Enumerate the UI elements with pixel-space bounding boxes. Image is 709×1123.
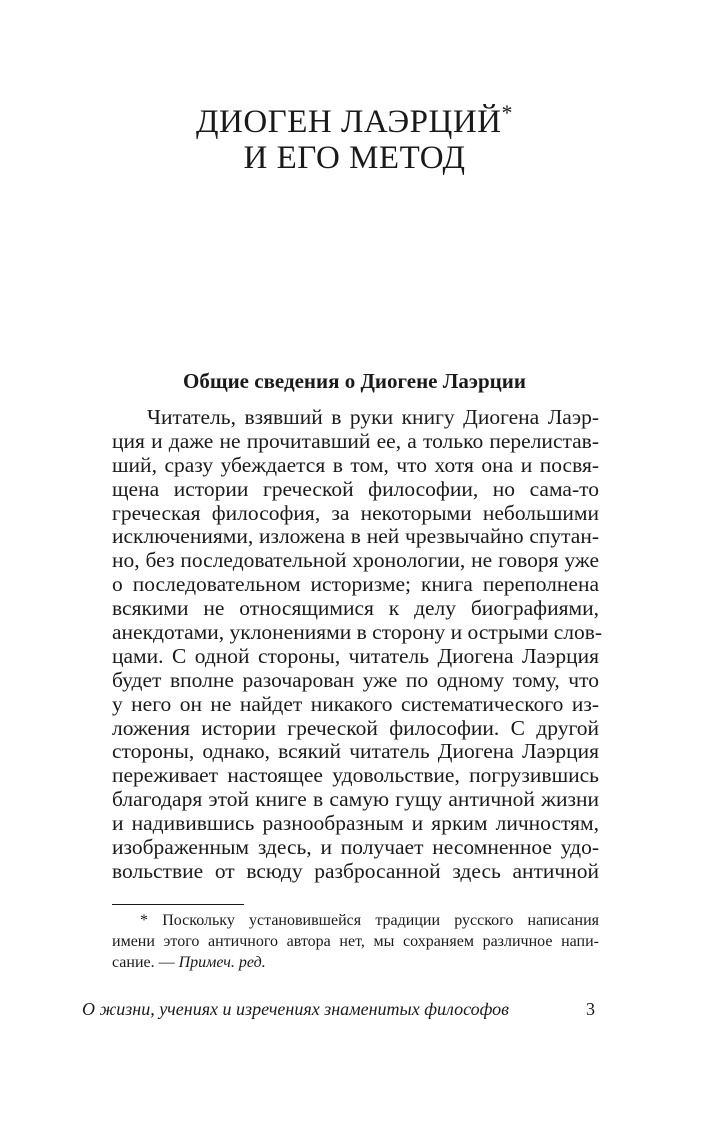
body-line: исключениями, изложена в ней чрезвычайно спутан- (112, 524, 599, 549)
body-line: ция и даже не прочитавший ее, а только перелистав- (112, 428, 599, 453)
footnote-line-2: имени этого античного автора нет, мы сохраняем различное напи- (112, 933, 599, 950)
body-line: щена истории греческой философии, но сама-то (112, 476, 599, 501)
chapter-title-line-2: И ЕГО МЕТОД (243, 140, 466, 176)
body-line: ший, сразу убеждается в том, что хотя она и посвя- (112, 452, 599, 477)
body-line: изображенным здесь, и получает несомненное удо- (112, 835, 599, 860)
body-line: у него он не найдет никакого систематического из- (112, 691, 599, 716)
body-line: цами. С одной стороны, читатель Диогена Лаэрция (112, 643, 599, 668)
running-footer (82, 998, 595, 1020)
body-line: и надивившись разнообразным и ярким личностям, (112, 811, 599, 836)
footnote-divider (112, 904, 244, 905)
body-line: стороны, однако, всякий читатель Диогена Лаэрция (112, 739, 599, 764)
footnote-line-3-text: сание. — (112, 954, 179, 971)
footnote-line-3 (112, 952, 599, 973)
page-number: 3 (586, 999, 595, 1019)
footnote (112, 910, 599, 973)
chapter-title-line-1 (0, 100, 709, 140)
chapter-title (0, 100, 709, 176)
body-line: о последовательном историзме; книга переполнена (112, 572, 599, 597)
footnote-marker[interactable]: * (501, 100, 513, 125)
body-line: Читатель, взявший в руки книгу Диогена Лаэр- (147, 405, 599, 429)
footnote-line-1: * Поскольку установившейся традиции русского написания (140, 912, 599, 929)
body-line: всякими не относящимися к делу биографиями, (112, 596, 599, 621)
editor-note: Примеч. ред. (178, 954, 266, 971)
body-line: вольствие от всюду разбросанной здесь античной (112, 858, 599, 883)
body-line: благодаря этой книге в самую гущу античной жизни (112, 787, 599, 812)
body-line: но, без последовательной хронологии, не говоря уже (112, 548, 599, 573)
body-paragraph (112, 405, 603, 884)
body-line: будет вполне разочарован уже по одному тому, что (112, 667, 599, 692)
section-heading: Общие сведения о Диогене Лаэрции (183, 369, 526, 393)
body-line: ложения истории греческой философии. С другой (112, 715, 599, 740)
chapter-title-text-1: ДИОГЕН ЛАЭРЦИЙ (195, 104, 502, 140)
body-line: греческая философия, за некоторыми небольшими (112, 500, 599, 525)
body-line: переживает настоящее удовольствие, погрузившись (112, 763, 599, 788)
body-line: анекдотами, уклонениями в сторону и острыми слов- (112, 620, 603, 645)
book-title: О жизни, учениях и изречениях знаменитых философов (82, 999, 509, 1019)
